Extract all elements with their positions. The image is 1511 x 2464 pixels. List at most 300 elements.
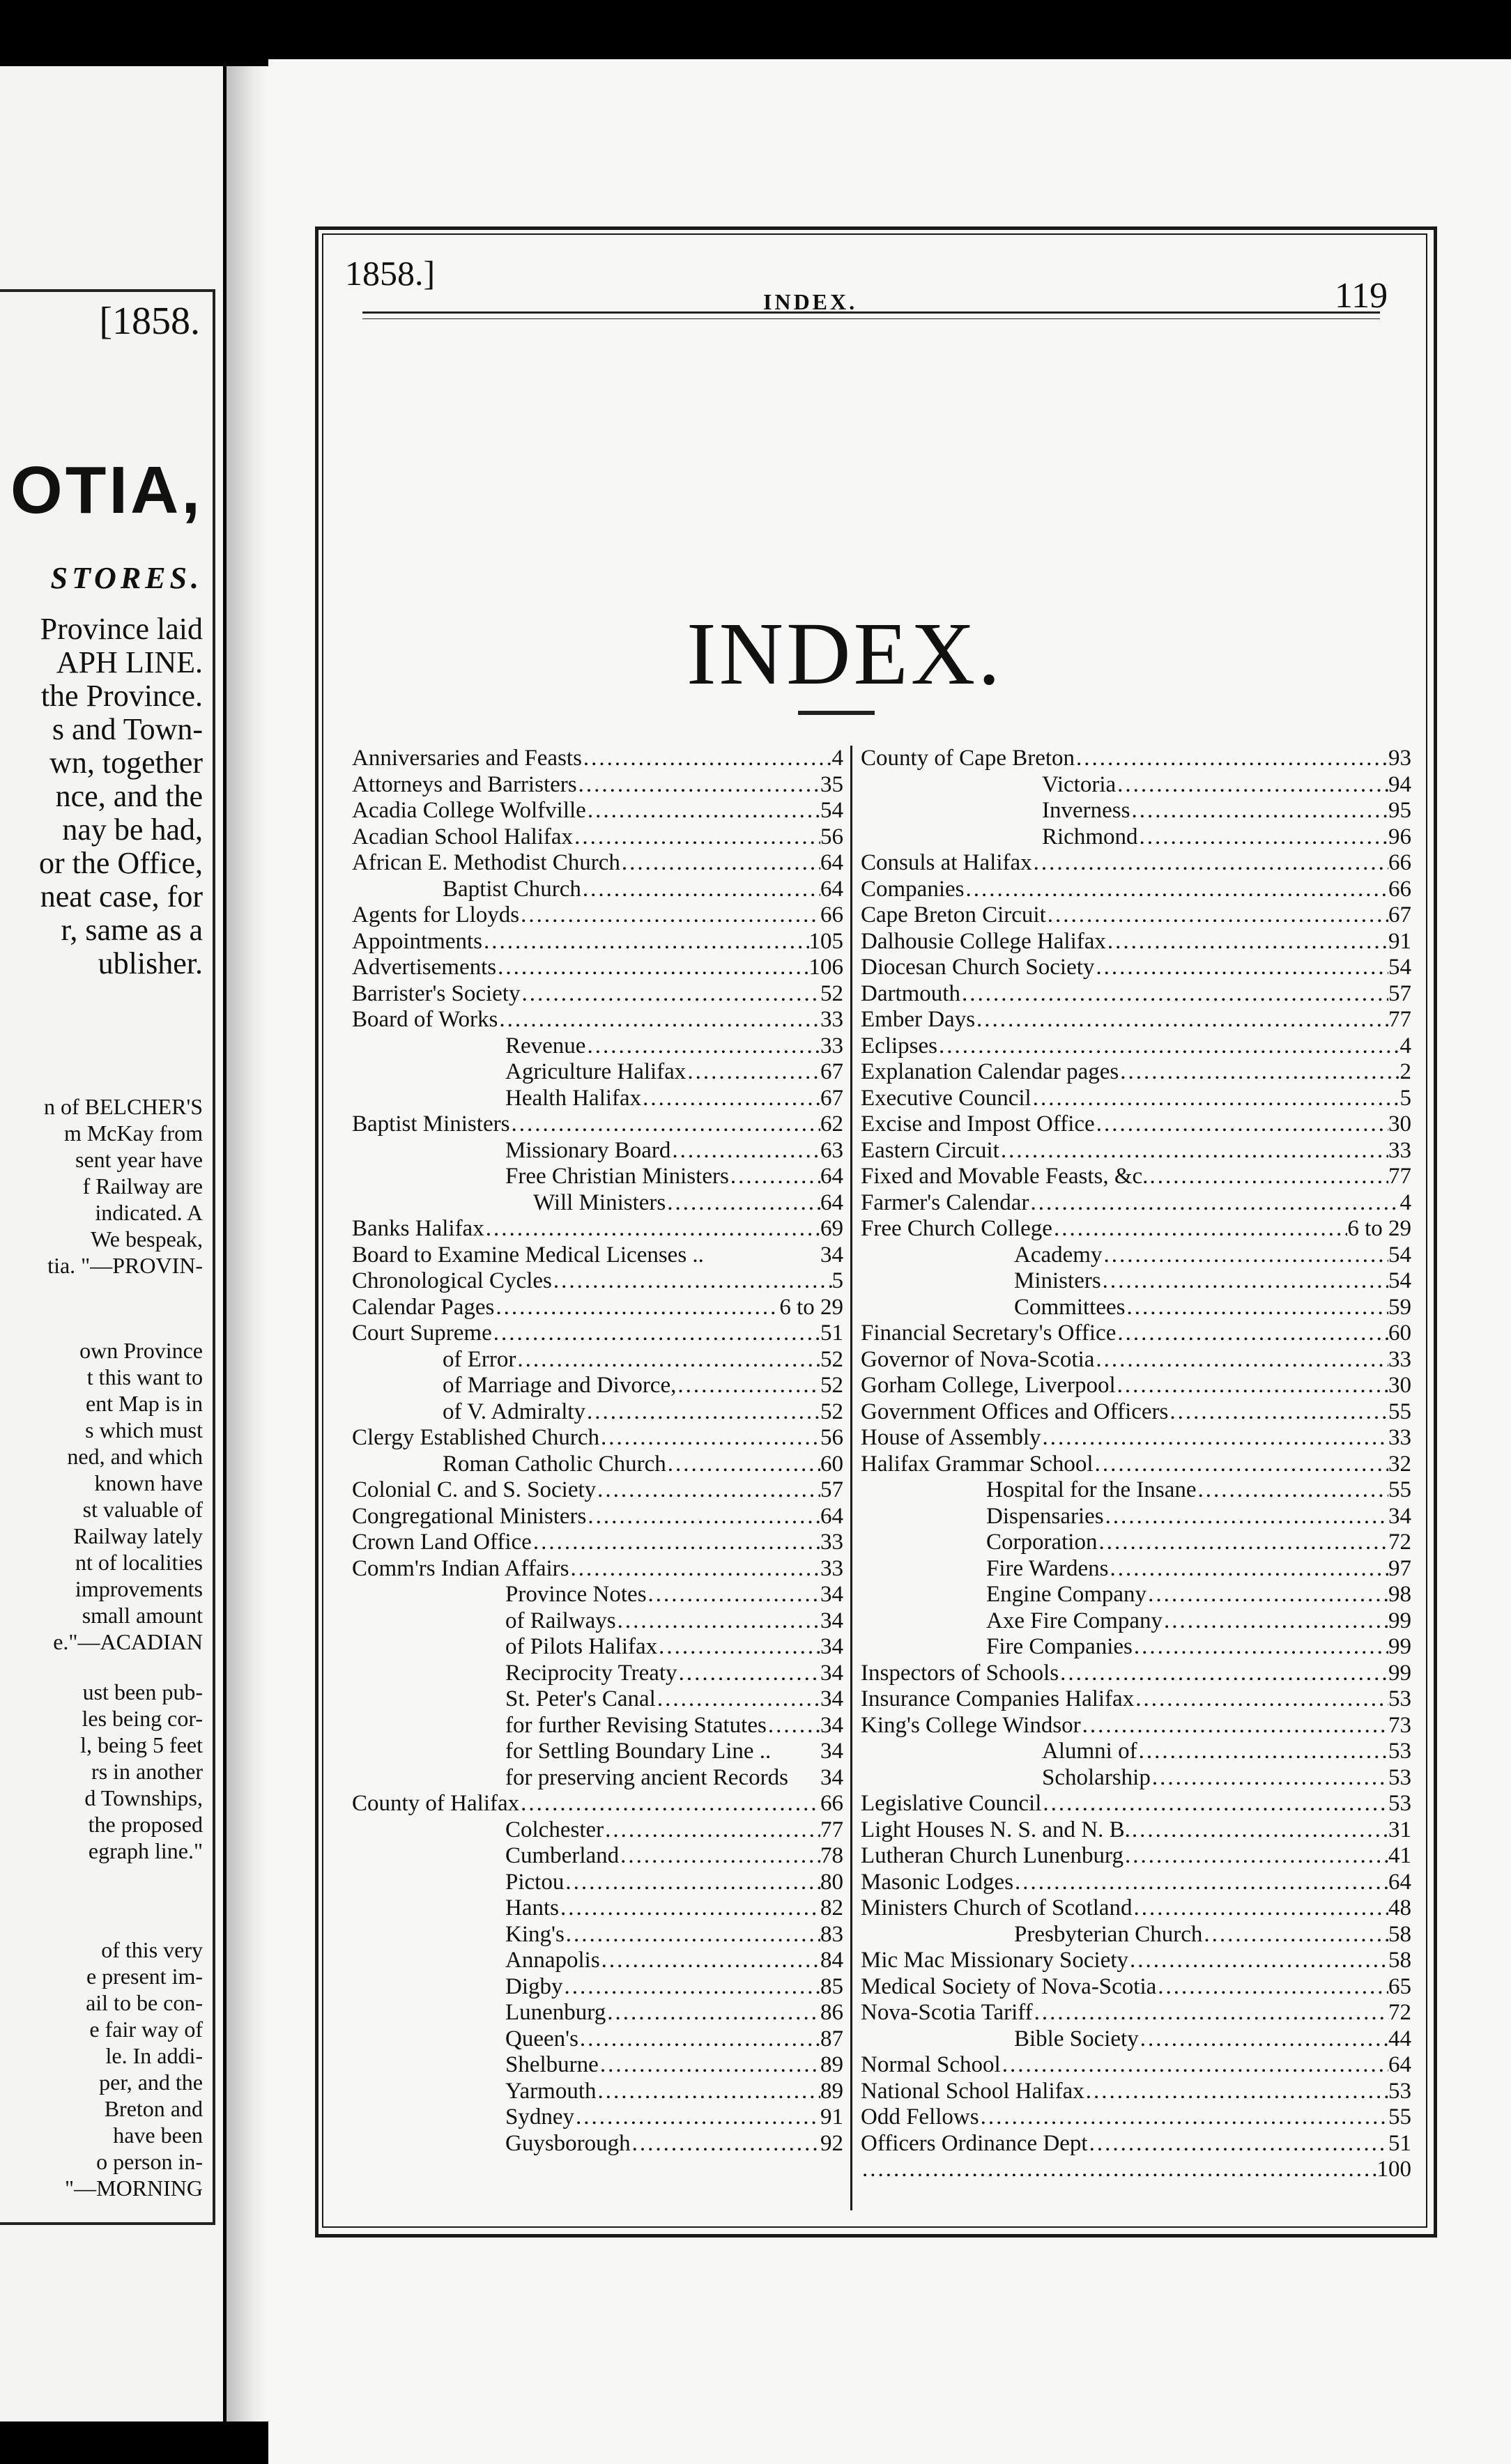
index-entry-label: County of Halifax <box>352 1791 520 1816</box>
leader-dots <box>657 1634 820 1661</box>
leader-dots <box>582 746 832 772</box>
index-column-right <box>861 746 1411 2183</box>
index-entry-label: of Marriage and Divorce, <box>443 1373 677 1398</box>
index-entry <box>861 2157 1411 2183</box>
index-entry <box>861 798 1411 824</box>
index-entry-label: Inverness <box>1042 798 1130 823</box>
leader-dots <box>999 1138 1388 1164</box>
index-entry-label: Odd Fellows <box>861 2104 979 2130</box>
index-entry-page: 53 <box>1388 1686 1411 1711</box>
leader-dots <box>666 1190 820 1217</box>
index-entry-label: King's <box>505 1921 565 1947</box>
leader-dots <box>552 1268 832 1295</box>
previous-page-line: ublisher. <box>98 946 203 980</box>
index-entry-label: Queen's <box>505 2026 578 2051</box>
index-entry-page: 30 <box>1388 1373 1411 1398</box>
index-entry <box>352 1608 843 1635</box>
leader-dots <box>1133 1895 1388 1922</box>
index-entry-label: Financial Secretary's Office <box>861 1320 1117 1346</box>
leader-dots <box>1123 1843 1388 1870</box>
index-entry-label: Chronological Cycles <box>352 1268 552 1293</box>
leader-dots <box>585 1399 820 1426</box>
index-entry-label: Province Notes <box>505 1582 647 1607</box>
index-entry-page: 52 <box>820 980 843 1006</box>
previous-page-line: We bespeak, <box>91 1226 203 1252</box>
index-entry-page: 95 <box>1388 798 1411 823</box>
index-entry-label: Lutheran Church Lunenburg <box>861 1843 1123 1868</box>
index-entry <box>861 2131 1411 2157</box>
leader-dots <box>599 1425 820 1452</box>
index-entry <box>861 902 1411 929</box>
index-entry-label: Dartmouth <box>861 980 960 1006</box>
previous-page-block-4 <box>65 1936 203 2201</box>
index-entry-page: 99 <box>1388 1608 1411 1633</box>
index-entry-label: Board to Examine Medical Licenses .. <box>352 1242 704 1268</box>
index-entry-label: Barrister's Society <box>352 980 521 1006</box>
index-entry <box>861 2052 1411 2079</box>
index-entry-label: St. Peter's Canal <box>505 1686 656 1711</box>
index-entry-label: Fire Companies <box>986 1634 1133 1659</box>
index-entry-label: Pictou <box>505 1869 565 1895</box>
index-entry-label: Guysborough <box>505 2130 631 2156</box>
index-entry-page: 80 <box>820 1869 843 1895</box>
previous-page-line: Breton and <box>104 2096 203 2121</box>
index-entry-label: Anniversaries and Feasts <box>352 746 582 771</box>
index-entry <box>352 1242 843 1269</box>
index-entry-page: 33 <box>1388 1425 1411 1450</box>
index-entry <box>352 1974 843 2001</box>
index-entry-label: Insurance Companies Halifax <box>861 1686 1135 1711</box>
leader-dots <box>484 1216 820 1242</box>
index-entry <box>352 1295 843 1321</box>
leader-dots <box>520 981 820 1008</box>
leader-dots <box>1137 1739 1388 1765</box>
index-entry <box>352 1138 843 1164</box>
previous-page-line: t this want to <box>86 1364 203 1389</box>
leader-dots <box>1197 1477 1389 1504</box>
index-entry <box>352 1190 843 1217</box>
index-entry-label: Light Houses N. S. and N. B. <box>861 1817 1130 1842</box>
index-entry-label: Shelburne <box>505 2052 599 2077</box>
previous-page-line: or the Office, <box>39 846 203 880</box>
index-entry-label: Inspectors of Schools <box>861 1660 1059 1686</box>
leader-dots <box>585 1033 820 1060</box>
index-entry <box>861 1608 1411 1635</box>
previous-page-line: e."—ACADIAN <box>53 1629 203 1654</box>
index-entry-label: Baptist Ministers <box>352 1111 510 1137</box>
index-entry-label: Board of Works <box>352 1007 498 1032</box>
index-entry-page: 53 <box>1388 1764 1411 1790</box>
index-entry-page: 72 <box>1388 1530 1411 1555</box>
leader-dots <box>577 772 820 799</box>
previous-page-line: st valuable of <box>82 1497 203 1522</box>
previous-page-line: nce, and the <box>55 779 203 813</box>
previous-page-line: s and Town- <box>52 712 203 746</box>
index-entry <box>352 1086 843 1112</box>
index-entry-label: of V. Admiralty <box>443 1399 586 1424</box>
previous-page-year: [1858. <box>99 300 200 343</box>
index-entry-label: Halifax Grammar School <box>861 1451 1094 1477</box>
index-entry <box>861 2026 1411 2053</box>
index-entry-page: 34 <box>820 1582 843 1607</box>
index-entry-label: Agents for Lloyds <box>352 902 520 927</box>
index-entry-label: Mic Mac Missionary Society <box>861 1948 1129 1973</box>
leader-dots <box>1094 1347 1388 1373</box>
leader-dots <box>1104 1504 1388 1530</box>
index-entry-label: Masonic Lodges <box>861 1869 1014 1895</box>
previous-page-line: e present im- <box>86 1964 203 1989</box>
index-entry-page: 57 <box>1388 980 1411 1006</box>
leader-dots <box>596 1477 820 1504</box>
index-entry-label: Academy <box>1014 1242 1103 1268</box>
index-entry <box>861 1477 1411 1504</box>
index-entry <box>352 1452 843 1478</box>
leader-dots <box>686 1059 820 1086</box>
index-entry-page: 6 to 29 <box>1347 1216 1411 1241</box>
previous-page-line: wn, together <box>49 746 203 780</box>
previous-page-line: sent year have <box>75 1147 203 1172</box>
index-entry-label: Explanation Calendar pages <box>861 1059 1119 1084</box>
leader-dots <box>1108 1556 1388 1583</box>
index-entry <box>352 902 843 929</box>
leader-dots <box>1156 1974 1388 2001</box>
leader-dots <box>1134 1686 1388 1713</box>
previous-page-line: have been <box>113 2123 203 2148</box>
index-entry <box>861 1739 1411 1765</box>
index-entry <box>861 1582 1411 1608</box>
index-entry-page: 53 <box>1388 1739 1411 1764</box>
index-entry-label: Eclipses <box>861 1033 937 1058</box>
index-entry <box>352 824 843 851</box>
index-entry <box>352 1425 843 1452</box>
leader-dots <box>1059 1661 1388 1687</box>
header-rule <box>362 311 1380 314</box>
index-entry <box>861 1452 1411 1478</box>
index-entry <box>861 1556 1411 1583</box>
index-entry <box>352 1320 843 1347</box>
index-entry <box>352 1033 843 1060</box>
index-entry <box>352 2131 843 2157</box>
leader-dots <box>937 1033 1400 1060</box>
index-entry <box>861 955 1411 981</box>
leader-dots <box>564 1870 820 1896</box>
index-entry-page: 84 <box>820 1948 843 1973</box>
leader-dots <box>1102 1242 1388 1269</box>
index-entry-page: 6 to 29 <box>779 1294 843 1320</box>
index-entry <box>861 1320 1411 1347</box>
index-entry-page: 65 <box>1388 1973 1411 1999</box>
leader-dots <box>496 955 808 981</box>
previous-page-line: n of BELCHER'S <box>44 1094 203 1119</box>
index-entry-page: 63 <box>820 1137 843 1163</box>
previous-page-line: neat case, for <box>40 879 203 914</box>
previous-page-line: les being cor- <box>82 1706 203 1731</box>
index-entry-label: House of Assembly <box>861 1425 1041 1450</box>
index-entry <box>861 1922 1411 1948</box>
leader-dots <box>519 902 820 929</box>
leader-dots <box>666 1452 820 1478</box>
index-entry <box>352 2052 843 2079</box>
index-entry <box>861 1111 1411 1138</box>
index-entry-page: 34 <box>1388 1503 1411 1529</box>
index-entry <box>861 1347 1411 1373</box>
index-entry-label: National School Halifax <box>861 2078 1084 2104</box>
previous-page-line: s which must <box>85 1417 203 1442</box>
leader-dots <box>586 1504 820 1530</box>
index-entry <box>861 1086 1411 1112</box>
index-entry <box>861 772 1411 799</box>
index-entry-label: Advertisements <box>352 955 497 980</box>
leader-dots <box>519 1791 820 1817</box>
previous-page-line: the proposed <box>88 1812 203 1837</box>
index-entry-label: Fire Wardens <box>986 1555 1109 1581</box>
index-entry-label: King's College Windsor <box>861 1712 1081 1738</box>
index-entry-label: Alumni of <box>1042 1739 1137 1764</box>
index-entry <box>352 1216 843 1242</box>
index-entry <box>352 1686 843 1713</box>
previous-page-line: Railway lately <box>73 1523 203 1548</box>
index-entry-page: 59 <box>1388 1294 1411 1320</box>
index-entry-label: Excise and Impost Office <box>861 1111 1095 1137</box>
leader-dots <box>1116 1373 1388 1399</box>
index-entry <box>861 1425 1411 1452</box>
previous-page-line: l, being 5 feet <box>80 1732 203 1757</box>
leader-dots <box>616 1608 820 1635</box>
index-entry-label: Comm'rs Indian Affairs <box>352 1555 569 1581</box>
index-entry-label: Consuls at Halifax <box>861 850 1032 875</box>
index-entry <box>861 2079 1411 2105</box>
index-entry <box>352 2079 843 2105</box>
previous-page-line: small amount <box>82 1603 203 1628</box>
index-entry-label: Ember Days <box>861 1007 976 1032</box>
index-entry-label: Will Ministers <box>533 1189 666 1215</box>
index-entry-page: 67 <box>820 1085 843 1111</box>
previous-page-line: m McKay from <box>63 1121 203 1146</box>
index-entry <box>352 1765 843 1792</box>
index-entry <box>861 1870 1411 1896</box>
leader-dots <box>1095 1111 1388 1138</box>
leader-dots <box>1138 824 1389 851</box>
index-entry-page: 62 <box>820 1111 843 1137</box>
previous-page-line: known have <box>94 1470 203 1495</box>
index-entry-label: Engine Company <box>986 1582 1147 1607</box>
index-entry-page: 66 <box>820 1791 843 1816</box>
previous-page-line: ent Map is in <box>86 1391 203 1416</box>
index-entry-page: 54 <box>1388 1242 1411 1268</box>
index-entry-page: 99 <box>1388 1634 1411 1659</box>
index-entry-page: 60 <box>1388 1320 1411 1346</box>
leader-dots <box>573 824 820 851</box>
leader-dots <box>1032 850 1388 877</box>
leader-dots <box>600 1948 820 1974</box>
index-entry-page: 94 <box>1388 771 1411 797</box>
index-entry <box>861 1791 1411 1817</box>
index-entry <box>352 850 843 877</box>
index-entry <box>861 1399 1411 1426</box>
leader-dots <box>1133 1634 1388 1661</box>
previous-page <box>0 66 223 2421</box>
index-entry-page: 89 <box>820 2052 843 2077</box>
index-entry-label: Calendar Pages <box>352 1294 495 1320</box>
index-entry-page: 31 <box>1388 1817 1411 1842</box>
index-entry-label: Eastern Circuit <box>861 1137 999 1163</box>
leader-dots <box>620 850 820 877</box>
leader-dots <box>1084 2079 1388 2105</box>
index-entry-label: Government Offices and Officers <box>861 1399 1169 1424</box>
index-entry-label: Crown Land Office <box>352 1530 532 1555</box>
index-entry-page: 99 <box>1388 1660 1411 1686</box>
index-entry <box>352 1477 843 1504</box>
index-entry <box>861 1007 1411 1033</box>
index-entry <box>352 1922 843 1948</box>
leader-dots <box>1029 1190 1399 1217</box>
leader-dots <box>1130 798 1388 824</box>
index-entry-label: for Settling Boundary Line .. <box>505 1739 772 1764</box>
index-entry-page: 35 <box>820 771 843 797</box>
leader-dots <box>1119 1059 1399 1086</box>
index-entry-page: 91 <box>820 2104 843 2130</box>
index-entry-page: 33 <box>820 1555 843 1581</box>
previous-page-line: tia. "—PROVIN- <box>47 1253 203 1278</box>
index-entry <box>861 850 1411 877</box>
index-entry <box>861 2000 1411 2026</box>
index-entry-page: 100 <box>1376 2157 1411 2182</box>
index-entry-page: 30 <box>1388 1111 1411 1137</box>
index-entry-page: 53 <box>1388 1791 1411 1816</box>
index-entry-label: Congregational Ministers <box>352 1503 587 1529</box>
index-entry <box>352 1582 843 1608</box>
leader-dots <box>1097 1530 1388 1556</box>
index-entry-page: 57 <box>820 1477 843 1502</box>
index-entry-label: Lunenburg <box>505 2000 606 2025</box>
index-entry <box>352 798 843 824</box>
index-entry-page: 85 <box>820 1973 843 1999</box>
index-entry-label: Cape Breton Circuit <box>861 902 1046 927</box>
index-entry-label: Victoria <box>1042 771 1117 797</box>
index-entry-label: Roman Catholic Church <box>443 1451 666 1477</box>
index-entry-page: 4 <box>1399 1033 1411 1058</box>
leader-dots <box>647 1582 820 1608</box>
leader-dots <box>565 1922 820 1948</box>
index-entry-page: 64 <box>1388 1869 1411 1895</box>
index-entry <box>861 1530 1411 1556</box>
previous-page-title: OTIA, <box>10 453 203 528</box>
leader-dots <box>1088 2131 1388 2157</box>
leader-dots <box>619 1843 820 1870</box>
previous-page-line: d Townships, <box>84 1785 203 1810</box>
index-entry <box>352 772 843 799</box>
leader-dots <box>563 1974 821 2001</box>
index-entry-page: 33 <box>820 1033 843 1058</box>
leader-dots <box>979 2104 1388 2131</box>
index-entry <box>352 1059 843 1086</box>
index-entry <box>352 1895 843 1922</box>
leader-dots <box>569 1556 820 1583</box>
leader-dots <box>1116 772 1388 799</box>
index-entry <box>861 1686 1411 1713</box>
index-entry-page: 2 <box>1399 1059 1411 1084</box>
leader-dots <box>1031 1086 1400 1112</box>
leader-dots <box>509 1111 820 1138</box>
index-entry <box>352 1870 843 1896</box>
previous-page-line: ust been pub- <box>82 1679 203 1704</box>
index-entry-page: 33 <box>820 1530 843 1555</box>
index-entry <box>352 1843 843 1870</box>
index-entry-page: 69 <box>820 1216 843 1241</box>
leader-dots <box>516 1347 820 1373</box>
index-entry-page: 67 <box>1388 902 1411 927</box>
index-entry-label: of Railways <box>505 1608 616 1633</box>
index-entry-page: 33 <box>1388 1346 1411 1372</box>
index-entry <box>861 1033 1411 1060</box>
previous-page-line: the Province. <box>40 679 203 713</box>
previous-page-line: Province laid <box>40 612 203 646</box>
leader-dots <box>532 1530 820 1556</box>
index-entry-label: Ministers <box>1014 1268 1101 1293</box>
index-entry <box>352 955 843 981</box>
index-entry-page: 5 <box>831 1268 843 1293</box>
index-entry-page: 34 <box>820 1764 843 1790</box>
index-entry-page: 77 <box>1388 1164 1411 1189</box>
previous-page-line: e fair way of <box>89 2017 203 2042</box>
index-entry-label: Attorneys and Barristers <box>352 771 577 797</box>
index-entry <box>352 1530 843 1556</box>
index-entry-label: for preserving ancient Records <box>505 1764 788 1790</box>
index-entry-page: 41 <box>1388 1843 1411 1868</box>
index-entry-page: 4 <box>1399 1189 1411 1215</box>
leader-dots <box>1168 1399 1388 1426</box>
index-entry-page: 56 <box>820 824 843 849</box>
index-entry <box>861 1974 1411 2001</box>
index-entry-page: 66 <box>1388 850 1411 875</box>
index-entry <box>861 2104 1411 2131</box>
index-entry-page: 48 <box>1388 1895 1411 1920</box>
index-entry-label: Medical Society of Nova-Scotia <box>861 1973 1157 1999</box>
index-entry-page: 67 <box>820 1059 843 1084</box>
index-page <box>268 59 1511 2464</box>
previous-page-line: of this very <box>101 1937 203 1962</box>
index-entry-page: 34 <box>820 1739 843 1764</box>
leader-dots <box>670 1138 820 1164</box>
index-entry <box>352 877 843 903</box>
index-column-left <box>352 746 843 2157</box>
index-entry-label: of Error <box>443 1346 516 1372</box>
index-entry-page: 77 <box>1388 1007 1411 1032</box>
index-entry <box>352 746 843 772</box>
index-entry <box>861 1661 1411 1687</box>
index-entry <box>352 1948 843 1974</box>
leader-dots <box>1094 955 1388 981</box>
index-entry-page: 64 <box>820 1164 843 1189</box>
index-entry-label: Normal School <box>861 2052 1001 2077</box>
index-entry <box>861 824 1411 851</box>
index-entry-page: 4 <box>831 746 843 771</box>
leader-dots <box>861 2157 1377 2183</box>
index-entry-label: Committees <box>1014 1294 1126 1320</box>
previous-page-line: "—MORNING <box>65 2176 203 2201</box>
index-entry-page: 83 <box>820 1921 843 1947</box>
index-entry-page: 64 <box>820 850 843 875</box>
leader-dots <box>729 1164 820 1190</box>
index-entry-label: Diocesan Church Society <box>861 955 1095 980</box>
index-entry <box>352 1111 843 1138</box>
index-entry-label: Dispensaries <box>986 1503 1104 1529</box>
header-rule-thin <box>362 318 1380 319</box>
previous-page-line: ail to be con- <box>86 1990 203 2015</box>
leader-dots <box>677 1661 820 1687</box>
index-entry <box>352 1791 843 1817</box>
index-entry-label: Free Christian Ministers <box>505 1164 729 1189</box>
